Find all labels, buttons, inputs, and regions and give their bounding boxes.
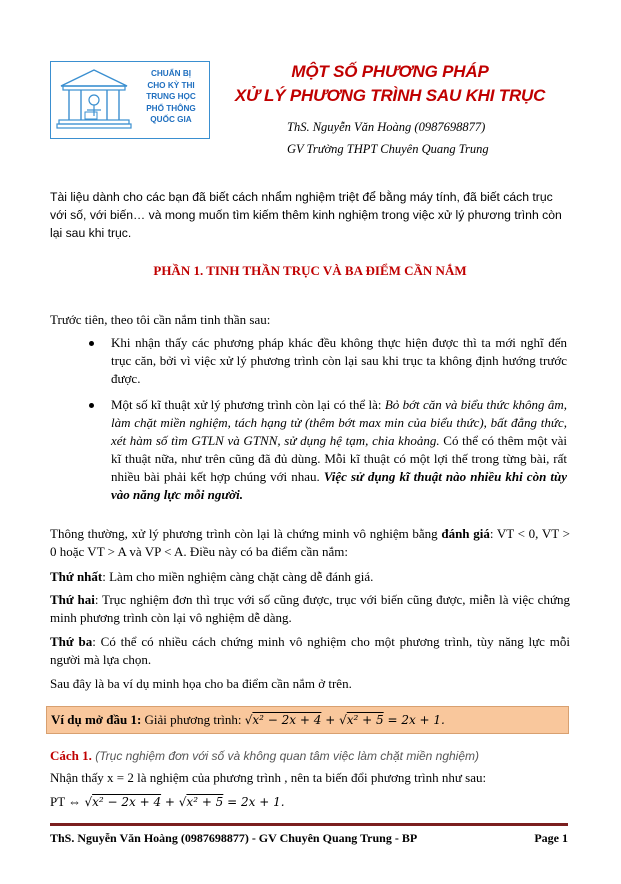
text: : Làm cho miền nghiệm càng chặt càng dễ đánh giá.: [102, 569, 374, 584]
equation: √x² − 2x + 4 + √x² + 5 = 2x + 1.: [84, 795, 285, 809]
intro-paragraph: Tài liệu dành cho các bạn đã biết cách nhẩm nghiệm triệt để bằng máy tính, đã biết cách trục với số, với biến… và mong muốn tìm kiếm thêm kinh nghiệm trong việc xử lý phương trình còn lại sau khi trục.: [50, 190, 562, 240]
equation-rhs: = 2x + 1: [223, 795, 281, 809]
lead-paragraph: Trước tiên, theo tôi cần nắm tinh thần sau:: [50, 312, 271, 327]
logo-line: CHO KỲ THI: [147, 80, 195, 90]
method-1-heading: [50, 748, 570, 764]
bullet-text: Một số kĩ thuật xử lý phương trình còn lại có thể là:: [111, 397, 385, 412]
text: : Trục nghiệm đơn thì trục với số cũng được, trục với biến cũng được, miễn là việc chứng minh phương trình còn lại vô nghiệm dễ dàng.: [50, 592, 570, 625]
operator: +: [321, 713, 340, 727]
bullet-emphasis-text: Việc sử dụng kĩ thuật nào nhiều khi còn tùy vào năng lực mỗi người.: [111, 469, 567, 502]
logo-text: [133, 68, 209, 126]
footer-author: ThS. Nguyễn Văn Hoàng (0987698877) - GV Chuyên Quang Trung - BP: [50, 831, 418, 845]
radicand-1: x² − 2x + 4: [252, 713, 322, 727]
logo-line: TRUNG HỌC: [146, 92, 196, 101]
school-building-icon: [53, 64, 135, 136]
operator: +: [161, 795, 179, 809]
page-number: Page 1: [534, 831, 568, 845]
paragraph-sau-day: Sau đây là ba ví dụ minh họa cho ba điểm cần nắm ở trên.: [50, 676, 352, 691]
equation-rhs: = 2x + 1: [383, 713, 442, 727]
bullet-dot: [89, 341, 94, 346]
bullet-text: Có thể có thêm một vài kĩ thuật nữa, như trên cũng đã đủ dùng. Mỗi kĩ thuật có một lợi thế trong từng bài, rất nhiều bài phải kết hợp chúng với nhau.: [111, 433, 568, 484]
pt-prefix: PT ⇔: [50, 794, 85, 809]
method-line: Nhận thấy x = 2 là nghiệm của phương trình , nên ta biến đổi phương trình như sau:: [50, 770, 487, 785]
radicand-2: x² + 5: [346, 713, 384, 727]
bullet-text: Khi nhận thấy các phương pháp khác đều không thực hiện được thì ta mới nghĩ đến trục căn, bởi vì việc xử lý phương trình còn lại sau khi trục ta không định hướng trước được.: [111, 335, 567, 386]
logo-box: [50, 61, 210, 139]
bullet-item-2: [111, 396, 567, 504]
page-footer: [50, 831, 568, 846]
paragraph-thu-nhat: [50, 568, 570, 586]
method-equation-line: [50, 794, 570, 810]
doc-title-line2: XỬ LÝ PHƯƠNG TRÌNH SAU KHI TRỤC: [234, 86, 546, 105]
bold-text: đánh giá: [441, 526, 490, 541]
example-box: [46, 706, 569, 734]
equation: √x² − 2x + 4 + √x² + 5 = 2x + 1.: [244, 713, 445, 727]
bullet-italic-text: Bỏ bớt căn và biểu thức không âm, làm chặt miền nghiệm, tách hạng tử (thêm bớt max min của biểu thức), bất đẳng thức, xét hàm số tìm GTLN và GTNN, sử dụng hệ tạm, chia khoảng.: [111, 397, 567, 448]
section-heading: PHẦN 1. TINH THẦN TRỤC VÀ BA ĐIỂM CẦN NẮM: [153, 263, 467, 278]
bullet-item-1: [111, 334, 567, 388]
paragraph-thu-hai: [50, 591, 570, 627]
logo-line: CHUẨN BỊ: [150, 69, 192, 78]
bullet-dot: [89, 403, 94, 408]
example-text: Giải phương trình:: [141, 712, 245, 727]
text: Thông thường, xử lý phương trình còn lại là chứng minh vô nghiệm bằng: [50, 526, 442, 541]
bold-label: Thứ nhất: [50, 569, 103, 584]
author-name: ThS. Nguyễn Văn Hoàng (0987698877): [287, 120, 486, 134]
footer-divider: [50, 823, 568, 826]
bold-label: Thứ ba: [50, 634, 93, 649]
example-label: Ví dụ mở đầu 1:: [51, 712, 142, 727]
logo-line: PHỔ THÔNG: [146, 103, 196, 113]
paragraph-thong-thuong: [50, 525, 570, 561]
bold-label: Thứ hai: [50, 592, 95, 607]
logo-line: QUỐC GIA: [150, 115, 192, 124]
method-1: [50, 748, 570, 810]
radicand-1: x² − 2x + 4: [92, 795, 162, 809]
paragraph-thu-ba: [50, 633, 570, 669]
method-label: Cách 1.: [50, 748, 92, 763]
text: : Có thể có nhiều cách chứng minh vô nghiệm cho một phương trình, tùy năng lực mỗi người mà lựa chọn.: [50, 634, 570, 667]
radicand-2: x² + 5: [186, 795, 224, 809]
doc-title-line1: MỘT SỐ PHƯƠNG PHÁP: [291, 62, 489, 81]
text: : VT < 0, VT > 0 hoặc VT > A và VP < A. Điều này có ba điểm cần nắm:: [50, 526, 570, 559]
method-note: (Trục nghiệm đơn với số và không quan tâm việc làm chặt miền nghiệm): [91, 749, 480, 763]
author-school: GV Trường THPT Chuyên Quang Trung: [287, 142, 489, 156]
